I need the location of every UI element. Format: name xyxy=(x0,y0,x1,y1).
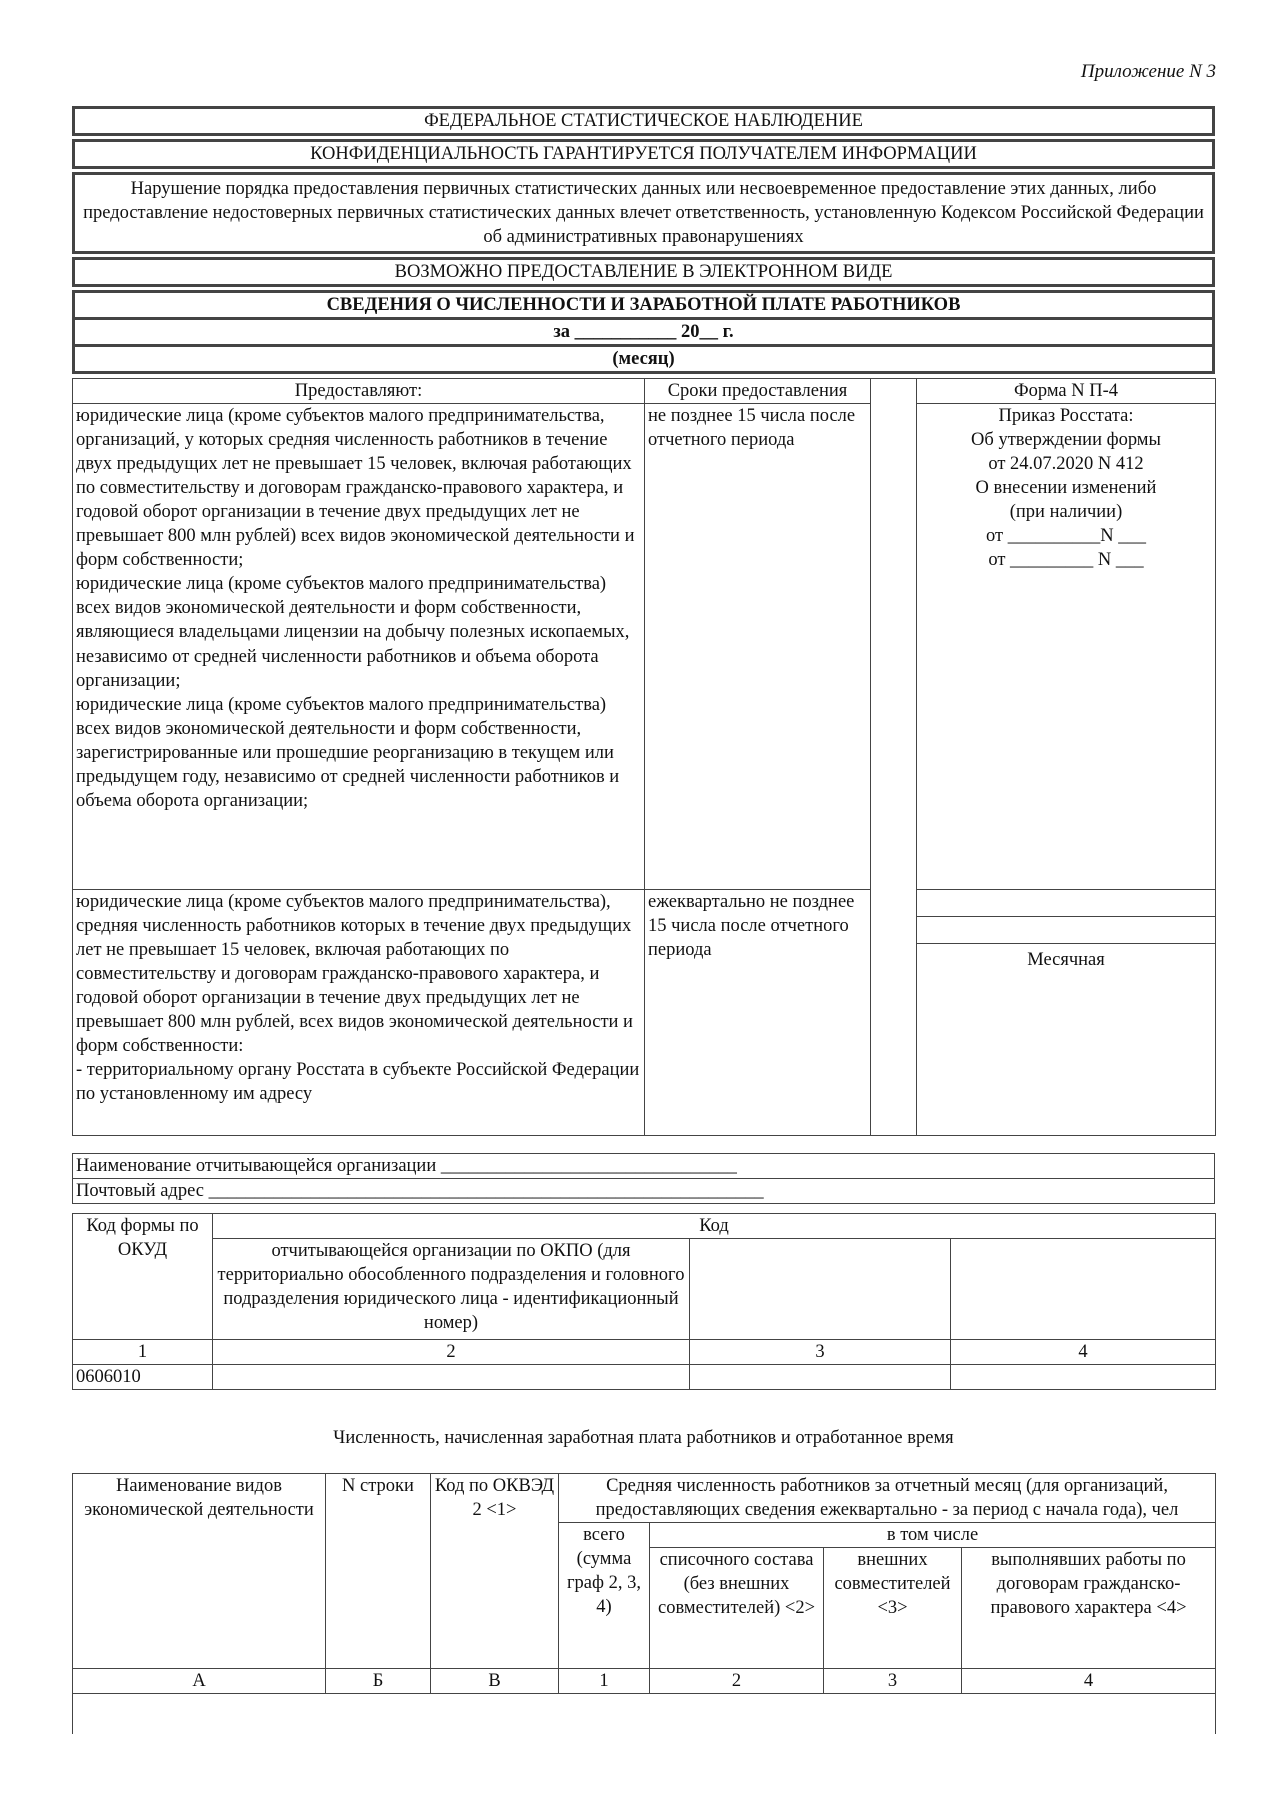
num-2: 2 xyxy=(650,1669,824,1694)
form-period: за ___________ 20__ г. xyxy=(74,319,1214,346)
code-num-2: 2 xyxy=(213,1340,690,1365)
letter-v: В xyxy=(431,1669,559,1694)
submitters-row-2: юридические лица (кроме субъектов малого предпринимательства), средняя численность работников которых в течение двух предыдущих лет не превышает 15 человек, включая работающих по совместительству и договорам гражданско-правового характера, и годовой оборот организации в течение двух предыдущих лет не превышает 800 млн рублей, всех видов экономической деятельности и форм собственности: - территориальному органу Росстата в субъекте Российской Федерации по установленному им адресу xyxy=(73,890,645,1136)
code-value-3 xyxy=(690,1365,951,1390)
form-blank-1 xyxy=(917,890,1216,917)
periodicity: Месячная xyxy=(917,944,1216,1136)
code-col-3 xyxy=(690,1239,951,1340)
org-name-field: Наименование отчитывающейся организации ________________________________ xyxy=(73,1154,1215,1179)
col-activity: Наименование видов экономической деятельности xyxy=(73,1474,326,1669)
header-federal: ФЕДЕРАЛЬНОЕ СТАТИСТИЧЕСКОЕ НАБЛЮДЕНИЕ xyxy=(74,108,1214,135)
submitters-row-1: юридические лица (кроме субъектов малого предпринимательства, организаций, у которых средняя численность работников в течение двух предыдущих лет не превышает 15 человек, включая работающих по совместительству и договорам гражданско-правового характера, и годовой оборот организации в течение двух предыдущих лет не превышает 800 млн рублей) всех видов экономической деятельности и форм собственности; юридические лица (кроме субъектов малого предпринимательства) всех видов экономической деятельности и форм собственности, являющиеся владельцами лицензии на добычу полезных ископаемых, независимо от средней численности работников и объема оборота организации; юридические лица (кроме субъектов малого предпринимательства) всех видов экономической деятельности и форм собственности, зарегистрированные или прошедшие реорганизацию в текущем или предыдущем году, независимо от средней численности работников и объема оборота организации; xyxy=(73,404,645,890)
org-address-field: Почтовый адрес ____________________________________________________________ xyxy=(73,1179,1215,1204)
spacer-column xyxy=(871,379,917,1136)
header-electronic: ВОЗМОЖНО ПРЕДОСТАВЛЕНИЕ В ЭЛЕКТРОННОМ ВИДЕ xyxy=(74,259,1214,286)
appendix-label: Приложение N 3 xyxy=(1080,61,1216,82)
num-3: 3 xyxy=(824,1669,962,1694)
header-confidential: КОНФИДЕНЦИАЛЬНОСТЬ ГАРАНТИРУЕТСЯ ПОЛУЧАТЕЛЕМ ИНФОРМАЦИИ xyxy=(74,141,1214,168)
okpo-value xyxy=(213,1365,690,1390)
code-header: Код xyxy=(213,1214,1216,1239)
order-info: Приказ Росстата: Об утверждении формы от 24.07.2020 N 412 О внесении изменений (при наличии) от __________N ___ от _________ N ___ xyxy=(917,404,1216,890)
form-number: Форма N П-4 xyxy=(917,379,1216,404)
col-list-staff: списочного состава (без внешних совместителей) <2> xyxy=(650,1548,824,1669)
col-line: N строки xyxy=(326,1474,431,1669)
code-value-4 xyxy=(951,1365,1216,1390)
table-continues xyxy=(73,1694,1216,1735)
codes-table xyxy=(72,1213,1215,1390)
code-num-3: 3 xyxy=(690,1340,951,1365)
col-who-header: Предоставляют: xyxy=(73,379,645,404)
col-okved: Код по ОКВЭД 2 <1> xyxy=(431,1474,559,1669)
org-info xyxy=(72,1153,1215,1204)
col-when-header: Сроки предоставления xyxy=(645,379,871,404)
code-num-1: 1 xyxy=(73,1340,213,1365)
form-blank-2 xyxy=(917,917,1216,944)
letter-b: Б xyxy=(326,1669,431,1694)
col-including: в том числе xyxy=(650,1523,1216,1548)
col-total: всего (сумма граф 2, 3, 4) xyxy=(559,1523,650,1669)
num-1: 1 xyxy=(559,1669,650,1694)
form-period-sub: (месяц) xyxy=(74,346,1214,373)
num-4: 4 xyxy=(962,1669,1216,1694)
section-caption: Численность, начисленная заработная плата работников и отработанное время xyxy=(333,1428,954,1448)
col-gph: выполнявших работы по договорам гражданско-правового характера <4> xyxy=(962,1548,1216,1669)
deadline-row-1: не позднее 15 числа после отчетного периода xyxy=(645,404,871,890)
code-col-4 xyxy=(951,1239,1216,1340)
header-warning: Нарушение порядка предоставления первичных статистических данных или несвоевременное предоставление этих данных, либо предоставление недостоверных первичных статистических данных влечет ответственность, установленную Кодексом Российской Федерации об административных правонарушениях xyxy=(74,174,1214,253)
letter-a: А xyxy=(73,1669,326,1694)
form-header xyxy=(72,106,1215,374)
okpo-header: отчитывающейся организации по ОКПО (для территориально обособленного подразделения и головного подразделения юридического лица - идентификационный номер) xyxy=(213,1239,690,1340)
okud-header: Код формы по ОКУД xyxy=(73,1214,213,1340)
main-table xyxy=(72,1473,1215,1734)
code-num-4: 4 xyxy=(951,1340,1216,1365)
col-external: внешних совместителей <3> xyxy=(824,1548,962,1669)
submission-table xyxy=(72,378,1215,1136)
deadline-row-2: ежеквартально не позднее 15 числа после отчетного периода xyxy=(645,890,871,1136)
form-title: СВЕДЕНИЯ О ЧИСЛЕННОСТИ И ЗАРАБОТНОЙ ПЛАТЕ РАБОТНИКОВ xyxy=(74,292,1214,319)
col-avg-headcount: Средняя численность работников за отчетный месяц (для организаций, предоставляющих сведения ежеквартально - за период с начала года), чел xyxy=(559,1474,1216,1523)
okud-value: 0606010 xyxy=(73,1365,213,1390)
